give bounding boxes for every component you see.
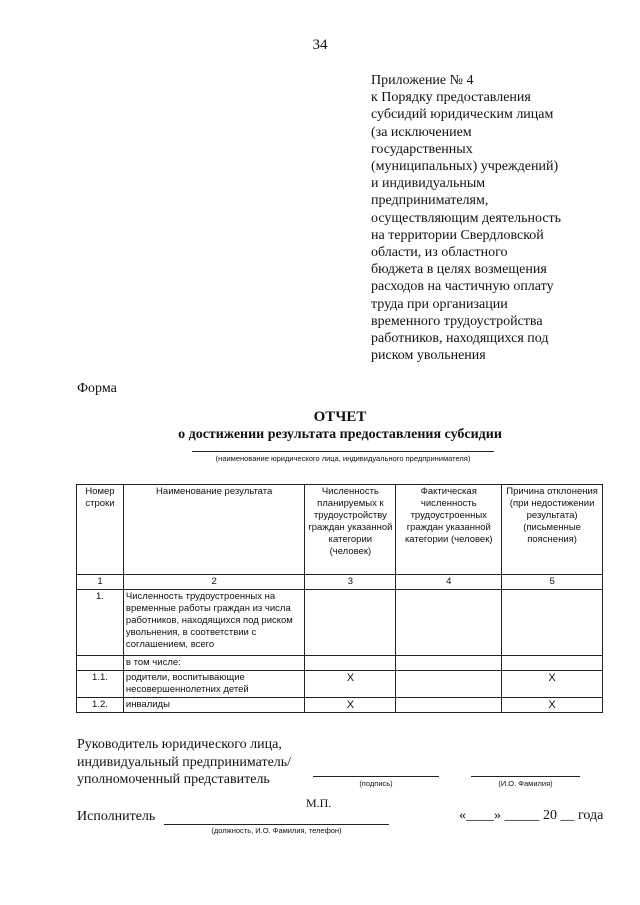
appendix-line: труда при организации	[371, 296, 508, 312]
table-row	[77, 656, 603, 671]
page-number: 34	[312, 37, 328, 53]
executor-label: Исполнитель	[77, 809, 156, 824]
appendix-line: предпринимателям,	[371, 193, 489, 209]
row-name: Численность трудоустроенных на временные работы граждан из числа работников, находящихся под риском увольнения, в соответствии с соглашением, всего	[123, 590, 305, 656]
header-planned: Численность планируемых к трудоустройству граждан указанной категории (человек)	[305, 485, 396, 575]
appendix-line: временного трудоустройства	[371, 313, 543, 329]
actual-cell[interactable]	[396, 590, 502, 656]
signatory-block	[77, 736, 291, 789]
row-name: инвалиды	[123, 698, 305, 713]
column-number: 5	[502, 575, 603, 590]
appendix-line: к Порядку предоставления	[371, 90, 531, 106]
appendix-line: области, из областного	[371, 245, 508, 261]
table-header-row	[77, 485, 603, 575]
appendix-line: субсидий юридическим лицам	[371, 107, 554, 123]
appendix-line: (муниципальных) учреждений)	[371, 159, 559, 175]
report-subtitle: о достижении результата предоставления субсидии	[178, 427, 502, 442]
column-number: 4	[396, 575, 502, 590]
reason-cell[interactable]: Х	[502, 671, 603, 698]
report-title: ОТЧЕТ	[313, 409, 367, 425]
header-result-name: Наименование результата	[123, 485, 305, 575]
planned-cell[interactable]	[305, 656, 396, 671]
org-name-caption: (наименование юридического лица, индивидуального предпринимателя)	[215, 454, 471, 463]
date-field[interactable]: «____» _____ 20 __ года	[459, 808, 604, 823]
reason-cell[interactable]	[502, 656, 603, 671]
reason-cell[interactable]: Х	[502, 698, 603, 713]
table-row	[77, 590, 603, 656]
signature-line[interactable]	[313, 776, 439, 777]
signatory-line: уполномоченный представитель	[77, 772, 270, 787]
name-caption: (И.О. Фамилия)	[498, 779, 553, 788]
appendix-line: государственных	[371, 141, 473, 157]
table-row	[77, 671, 603, 698]
row-name: в том числе:	[123, 656, 305, 671]
signature-caption: (подпись)	[359, 779, 393, 788]
row-name: родители, воспитывающие несовершеннолетних детей	[123, 671, 305, 698]
appendix-line: и индивидуальным	[371, 176, 486, 192]
planned-cell[interactable]: Х	[305, 671, 396, 698]
header-reason: Причина отклонения (при недостижении результата) (письменные пояснения)	[502, 485, 603, 575]
actual-cell[interactable]	[396, 671, 502, 698]
report-table	[76, 484, 603, 713]
executor-line[interactable]	[164, 824, 389, 825]
signatory-line: Руководитель юридического лица,	[77, 737, 282, 752]
header-actual: Фактическая численность трудоустроенных граждан указанной категории (человек)	[396, 485, 502, 575]
table-row	[77, 698, 603, 713]
planned-cell[interactable]: Х	[305, 698, 396, 713]
form-label: Форма	[77, 381, 117, 396]
header-row-number: Номер строки	[77, 485, 124, 575]
appendix-line: Приложение № 4	[371, 73, 474, 88]
column-number: 1	[77, 575, 124, 590]
planned-cell[interactable]	[305, 590, 396, 656]
org-name-line[interactable]	[192, 451, 494, 452]
executor-caption: (должность, И.О. Фамилия, телефон)	[211, 826, 342, 835]
row-number: 1.2.	[77, 698, 124, 713]
reason-cell[interactable]	[502, 590, 603, 656]
appendix-line: (за исключением	[371, 124, 472, 140]
appendix-line: бюджета в целях возмещения	[371, 262, 547, 278]
stamp-place: М.П.	[306, 796, 332, 810]
column-number-row	[77, 575, 603, 590]
row-number: 1.	[77, 590, 124, 656]
column-number: 2	[123, 575, 305, 590]
column-number: 3	[305, 575, 396, 590]
actual-cell[interactable]	[396, 656, 502, 671]
signatory-line: индивидуальный предприниматель/	[77, 754, 292, 770]
appendix-line: на территории Свердловской	[371, 227, 544, 243]
appendix-line: риском увольнения	[371, 348, 486, 364]
name-line[interactable]	[471, 776, 580, 777]
appendix-line: осуществляющим деятельность	[371, 210, 562, 226]
appendix-line: работников, находящихся под	[371, 331, 549, 347]
actual-cell[interactable]	[396, 698, 502, 713]
row-number	[77, 656, 124, 671]
row-number: 1.1.	[77, 671, 124, 698]
appendix-line: расходов на частичную оплату	[371, 279, 554, 295]
appendix-block	[371, 72, 601, 364]
